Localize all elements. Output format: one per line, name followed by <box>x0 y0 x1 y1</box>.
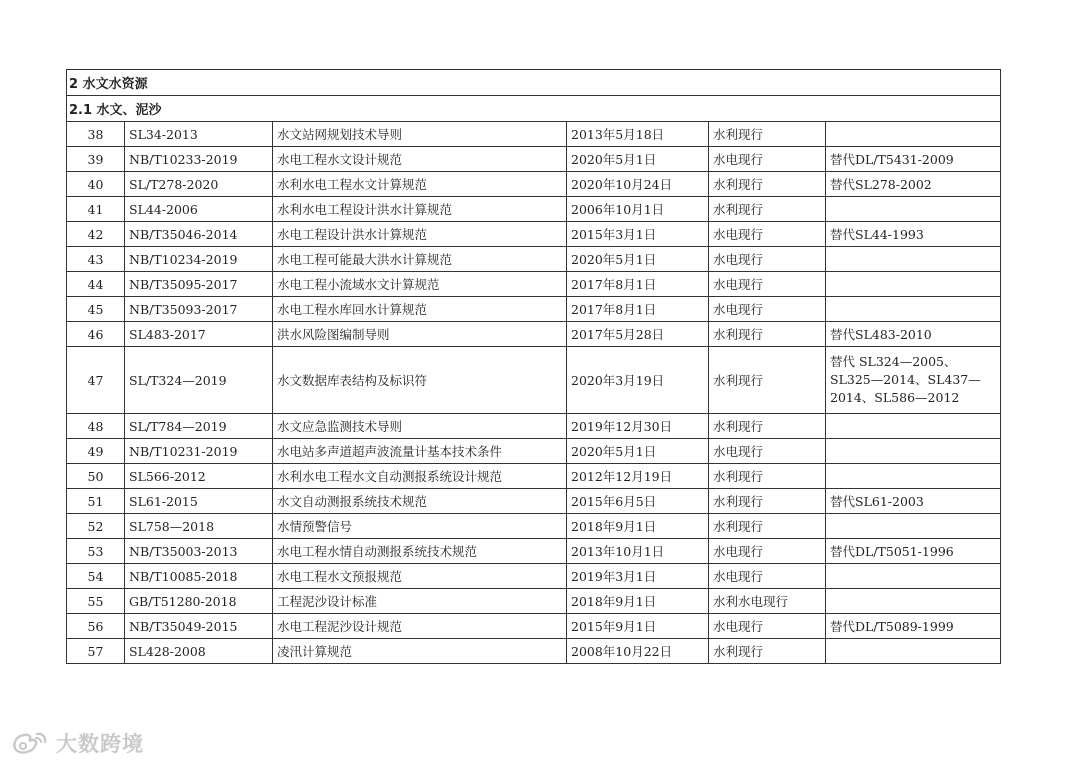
status: 水利现行 <box>709 172 826 197</box>
standard-name: 水电工程设计洪水计算规范 <box>273 222 567 247</box>
standard-code: SL428-2008 <box>125 639 273 664</box>
replacement-note <box>826 122 1001 147</box>
standard-name: 水电工程水库回水计算规范 <box>273 297 567 322</box>
status: 水电现行 <box>709 222 826 247</box>
effective-date: 2008年10月22日 <box>567 639 709 664</box>
effective-date: 2017年8月1日 <box>567 297 709 322</box>
status: 水电现行 <box>709 247 826 272</box>
status: 水电现行 <box>709 614 826 639</box>
row-number: 44 <box>67 272 125 297</box>
row-number: 49 <box>67 439 125 464</box>
replacement-note <box>826 464 1001 489</box>
effective-date: 2015年3月1日 <box>567 222 709 247</box>
status: 水利现行 <box>709 347 826 414</box>
section-title: 2 水文水资源 <box>67 70 1001 96</box>
status: 水利现行 <box>709 464 826 489</box>
replacement-note <box>826 639 1001 664</box>
standards-table <box>66 69 1001 664</box>
row-number: 45 <box>67 297 125 322</box>
standard-name: 凌汛计算规范 <box>273 639 567 664</box>
standard-code: NB/T35046-2014 <box>125 222 273 247</box>
standard-name: 水情预警信号 <box>273 514 567 539</box>
replacement-note <box>826 564 1001 589</box>
effective-date: 2017年5月28日 <box>567 322 709 347</box>
standard-code: SL61-2015 <box>125 489 273 514</box>
replacement-note <box>826 414 1001 439</box>
standard-code: GB/T51280-2018 <box>125 589 273 614</box>
section-header-row <box>67 70 1001 96</box>
effective-date: 2020年5月1日 <box>567 247 709 272</box>
row-number: 48 <box>67 414 125 439</box>
standard-name: 水电工程泥沙设计规范 <box>273 614 567 639</box>
subsection-title: 2.1 水文、泥沙 <box>67 96 1001 122</box>
status: 水利现行 <box>709 122 826 147</box>
table-row <box>67 464 1001 489</box>
row-number: 39 <box>67 147 125 172</box>
table-row <box>67 639 1001 664</box>
table-row <box>67 247 1001 272</box>
standard-name: 水文站网规划技术导则 <box>273 122 567 147</box>
standard-code: NB/T10234-2019 <box>125 247 273 272</box>
replacement-note: 替代SL44-1993 <box>826 222 1001 247</box>
status: 水利水电现行 <box>709 589 826 614</box>
row-number: 53 <box>67 539 125 564</box>
row-number: 57 <box>67 639 125 664</box>
effective-date: 2006年10月1日 <box>567 197 709 222</box>
row-number: 40 <box>67 172 125 197</box>
status: 水利现行 <box>709 197 826 222</box>
replacement-note <box>826 439 1001 464</box>
table-row <box>67 564 1001 589</box>
replacement-note <box>826 197 1001 222</box>
status: 水电现行 <box>709 272 826 297</box>
row-number: 43 <box>67 247 125 272</box>
replacement-note: 替代DL/T5431-2009 <box>826 147 1001 172</box>
table-row <box>67 347 1001 414</box>
table-row <box>67 147 1001 172</box>
standard-code: SL34-2013 <box>125 122 273 147</box>
standard-name: 水文数据库表结构及标识符 <box>273 347 567 414</box>
row-number: 41 <box>67 197 125 222</box>
table-row <box>67 539 1001 564</box>
standard-name: 水电工程水情自动测报系统技术规范 <box>273 539 567 564</box>
row-number: 55 <box>67 589 125 614</box>
status: 水利现行 <box>709 489 826 514</box>
standard-code: NB/T10231-2019 <box>125 439 273 464</box>
status: 水电现行 <box>709 439 826 464</box>
table-row <box>67 614 1001 639</box>
standard-code: NB/T35095-2017 <box>125 272 273 297</box>
watermark <box>10 727 144 759</box>
replacement-note <box>826 272 1001 297</box>
row-number: 46 <box>67 322 125 347</box>
subsection-header-row <box>67 96 1001 122</box>
standard-name: 水利水电工程水文计算规范 <box>273 172 567 197</box>
standard-code: SL758—2018 <box>125 514 273 539</box>
table-row <box>67 272 1001 297</box>
replacement-note: 替代SL278-2002 <box>826 172 1001 197</box>
standard-code: NB/T35093-2017 <box>125 297 273 322</box>
standard-code: NB/T10233-2019 <box>125 147 273 172</box>
effective-date: 2015年6月5日 <box>567 489 709 514</box>
status: 水电现行 <box>709 539 826 564</box>
standard-name: 水利水电工程水文自动测报系统设计规范 <box>273 464 567 489</box>
standard-code: SL/T278-2020 <box>125 172 273 197</box>
replacement-note: 替代DL/T5089-1999 <box>826 614 1001 639</box>
effective-date: 2018年9月1日 <box>567 514 709 539</box>
effective-date: 2020年3月19日 <box>567 347 709 414</box>
effective-date: 2019年3月1日 <box>567 564 709 589</box>
standard-name: 水电工程水文预报规范 <box>273 564 567 589</box>
standard-name: 水电工程小流域水文计算规范 <box>273 272 567 297</box>
replacement-note: 替代SL483-2010 <box>826 322 1001 347</box>
standard-name: 洪水风险图编制导则 <box>273 322 567 347</box>
standard-name: 水利水电工程设计洪水计算规范 <box>273 197 567 222</box>
table-row <box>67 589 1001 614</box>
row-number: 47 <box>67 347 125 414</box>
row-number: 56 <box>67 614 125 639</box>
table-row <box>67 222 1001 247</box>
standard-code: SL/T324—2019 <box>125 347 273 414</box>
row-number: 50 <box>67 464 125 489</box>
table-row <box>67 197 1001 222</box>
table-row <box>67 489 1001 514</box>
replacement-note: 替代DL/T5051-1996 <box>826 539 1001 564</box>
row-number: 42 <box>67 222 125 247</box>
standard-code: SL566-2012 <box>125 464 273 489</box>
standard-name: 水文应急监测技术导则 <box>273 414 567 439</box>
table-row <box>67 172 1001 197</box>
table-row <box>67 514 1001 539</box>
effective-date: 2013年5月18日 <box>567 122 709 147</box>
standard-code: SL44-2006 <box>125 197 273 222</box>
row-number: 51 <box>67 489 125 514</box>
status: 水利现行 <box>709 414 826 439</box>
effective-date: 2020年10月24日 <box>567 172 709 197</box>
effective-date: 2020年5月1日 <box>567 147 709 172</box>
standard-code: NB/T10085-2018 <box>125 564 273 589</box>
effective-date: 2020年5月1日 <box>567 439 709 464</box>
status: 水利现行 <box>709 514 826 539</box>
replacement-note <box>826 247 1001 272</box>
replacement-note: 替代SL61-2003 <box>826 489 1001 514</box>
table-row <box>67 322 1001 347</box>
replacement-note <box>826 589 1001 614</box>
standard-code: NB/T35003-2013 <box>125 539 273 564</box>
replacement-note: 替代 SL324—2005、SL325—2014、SL437—2014、SL586—2012 <box>826 347 1001 414</box>
row-number: 52 <box>67 514 125 539</box>
standard-name: 水电站多声道超声波流量计基本技术条件 <box>273 439 567 464</box>
standard-name: 水文自动测报系统技术规范 <box>273 489 567 514</box>
row-number: 38 <box>67 122 125 147</box>
standard-name: 水电工程可能最大洪水计算规范 <box>273 247 567 272</box>
replacement-note <box>826 297 1001 322</box>
table-row <box>67 122 1001 147</box>
standard-code: NB/T35049-2015 <box>125 614 273 639</box>
table-row <box>67 297 1001 322</box>
standard-code: SL483-2017 <box>125 322 273 347</box>
row-number: 54 <box>67 564 125 589</box>
status: 水利现行 <box>709 322 826 347</box>
standard-name: 水电工程水文设计规范 <box>273 147 567 172</box>
status: 水电现行 <box>709 564 826 589</box>
effective-date: 2017年8月1日 <box>567 272 709 297</box>
effective-date: 2019年12月30日 <box>567 414 709 439</box>
effective-date: 2018年9月1日 <box>567 589 709 614</box>
status: 水电现行 <box>709 147 826 172</box>
effective-date: 2013年10月1日 <box>567 539 709 564</box>
status: 水电现行 <box>709 297 826 322</box>
weibo-logo-icon <box>10 728 50 758</box>
standard-name: 工程泥沙设计标准 <box>273 589 567 614</box>
status: 水利现行 <box>709 639 826 664</box>
table-row <box>67 414 1001 439</box>
effective-date: 2012年12月19日 <box>567 464 709 489</box>
table-row <box>67 439 1001 464</box>
replacement-note <box>826 514 1001 539</box>
effective-date: 2015年9月1日 <box>567 614 709 639</box>
watermark-text: 大数跨境 <box>56 732 144 756</box>
standard-code: SL/T784—2019 <box>125 414 273 439</box>
